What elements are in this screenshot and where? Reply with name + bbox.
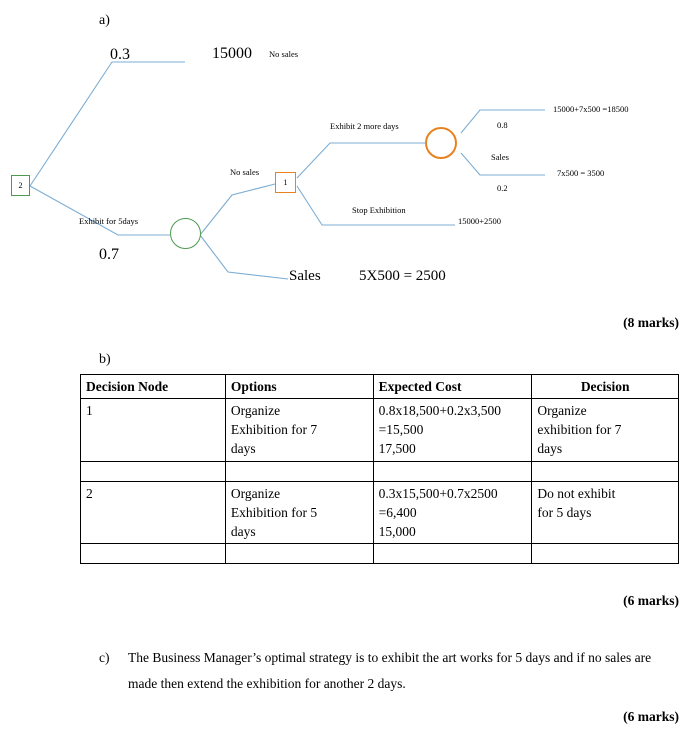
cell-cost-blank-2	[373, 544, 532, 564]
cell-cost-2-line-2: =6,400	[378, 504, 417, 520]
decision-node-1-label: 1	[283, 178, 288, 187]
no-sales-top-label: No sales	[269, 49, 299, 59]
cell-node-1: 1	[81, 399, 226, 461]
table-header-row	[81, 375, 679, 399]
sales-right-label: Sales	[491, 152, 509, 162]
no-sales-mid-label: No sales	[230, 167, 260, 177]
cell-cost-blank-1	[373, 461, 532, 481]
cell-decision-1-line-3: days	[537, 441, 563, 457]
part-b-label: b)	[99, 352, 111, 367]
cell-decision-2-line-2: for 5 days	[537, 504, 592, 520]
cell-decision-2-line-1: Do not exhibit	[537, 485, 616, 501]
value-15000-label: 15000	[212, 45, 252, 62]
table-row	[81, 399, 679, 461]
cell-cost-1	[373, 399, 532, 461]
chance-node-orange-circle	[425, 127, 457, 159]
part-c-text: The Business Manager’s optimal strategy is to exhibit the art works for 5 days and if no sales are made then extend the exhibition for another 2 days.	[128, 650, 652, 692]
cell-cost-2-line-1: 0.3x15,500+0.7x2500	[378, 485, 498, 501]
cell-cost-1-line-1: 0.8x18,500+0.2x3,500	[378, 403, 501, 419]
decision-node-1	[275, 172, 296, 193]
marks-part-c: (6 marks)	[623, 709, 679, 724]
cell-options-2	[225, 481, 373, 543]
sales-lower-calc-label: 5X500 = 2500	[359, 268, 446, 284]
table-row	[81, 461, 679, 481]
probability-0-7-label: 0.7	[99, 246, 119, 263]
cell-cost-2-line-3: 15,000	[378, 523, 416, 539]
cell-options-blank-2	[225, 544, 373, 564]
probability-0-2-label: 0.2	[497, 183, 508, 193]
table-row	[81, 481, 679, 543]
cell-cost-1-line-2: =15,500	[378, 422, 424, 438]
sales-lower-label: Sales	[289, 268, 321, 284]
table-row	[81, 544, 679, 564]
cell-node-2: 2	[81, 481, 226, 543]
cell-decision-1-line-2: exhibition for 7	[537, 422, 622, 438]
cell-options-2-line-3: days	[230, 523, 256, 539]
payoff-18500-label: 15000+7x500 =18500	[553, 104, 629, 114]
exhibit-for-5days-label: Exhibit for 5days	[79, 216, 139, 226]
payoff-3500-label: 7x500 = 3500	[557, 168, 605, 178]
cell-options-2-line-1: Organize	[230, 485, 281, 501]
probability-0-3-label: 0.3	[110, 46, 130, 63]
stop-exhibition-label: Stop Exhibition	[352, 205, 406, 215]
cell-decision-1	[532, 399, 679, 461]
decision-node-2-label: 2	[18, 181, 23, 190]
exhibit-2-more-days-label: Exhibit 2 more days	[330, 121, 399, 131]
decision-node-2	[11, 175, 30, 196]
cell-decision-blank-2	[532, 544, 679, 564]
cell-decision-blank-1	[532, 461, 679, 481]
cell-node-blank-2	[81, 544, 226, 564]
part-c-label: c)	[99, 650, 110, 665]
table-header-decision-node: Decision Node	[81, 375, 226, 399]
cell-options-1-line-3: days	[230, 441, 256, 457]
part-a-label: a)	[99, 13, 110, 28]
marks-part-a: (8 marks)	[623, 315, 679, 330]
table-header-options: Options	[225, 375, 373, 399]
decision-tree-figure	[0, 0, 697, 310]
part-c-block	[99, 645, 659, 698]
cell-cost-1-line-3: 17,500	[378, 441, 416, 457]
chance-node-green-circle	[170, 218, 201, 249]
cell-cost-2	[373, 481, 532, 543]
cell-node-blank-1	[81, 461, 226, 481]
answer-table-container	[80, 374, 679, 564]
stop-exhibition-value-label: 15000+2500	[458, 216, 502, 226]
table-header-decision: Decision	[532, 375, 679, 399]
cell-options-2-line-2: Exhibition for 5	[230, 504, 318, 520]
cell-options-1	[225, 399, 373, 461]
cell-options-1-line-1: Organize	[230, 403, 281, 419]
probability-0-8-label: 0.8	[497, 120, 508, 130]
decision-table	[80, 374, 679, 564]
cell-decision-2	[532, 481, 679, 543]
marks-part-b: (6 marks)	[623, 593, 679, 608]
table-header-expected-cost: Expected Cost	[373, 375, 532, 399]
cell-options-1-line-2: Exhibition for 7	[230, 422, 318, 438]
cell-options-blank-1	[225, 461, 373, 481]
cell-decision-1-line-1: Organize	[537, 403, 587, 419]
